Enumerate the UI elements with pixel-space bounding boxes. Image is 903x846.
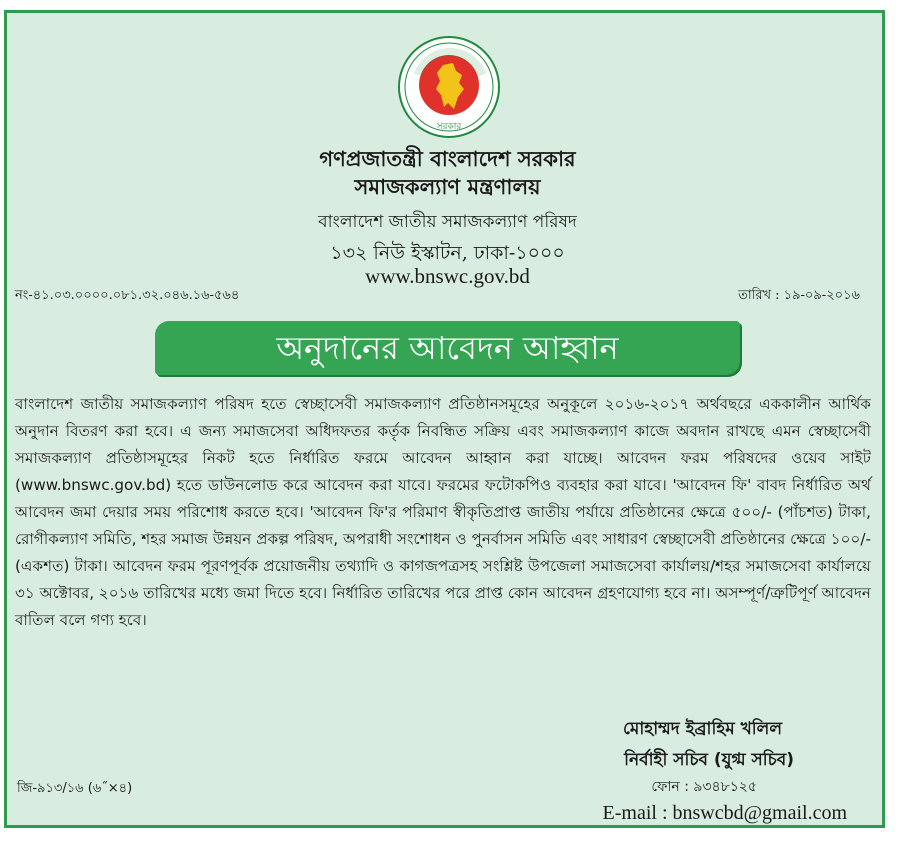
government-seal-logo bbox=[396, 35, 502, 139]
notice-date: তারিখ : ১৯-০৯-২০১৬ bbox=[738, 288, 860, 303]
office-address: ১৩২ নিউ ইস্কাটন, ঢাকা-১০০০ bbox=[330, 242, 565, 264]
council-name: বাংলাদেশ জাতীয় সমাজকল্যাণ পরিষদ bbox=[318, 212, 577, 232]
svg-text:সরকার: সরকার bbox=[436, 122, 462, 132]
reference-number: নং-৪১.০৩.০০০০.০৮১.৩২.০৪৬.১৬-৫৬৪ bbox=[15, 288, 240, 303]
signatory-name: মোহাম্মদ ইব্রাহিম খলিল bbox=[623, 719, 782, 739]
notice-frame bbox=[4, 10, 885, 828]
signatory-email[interactable]: E-mail : bnswcbd@gmail.com bbox=[602, 802, 847, 824]
ministry-name: সমাজকল্যাণ মন্ত্রণালয় bbox=[354, 174, 541, 199]
website-link[interactable]: www.bnswc.gov.bd bbox=[365, 264, 530, 288]
notice-title: অনুদানের আবেদন আহ্বান bbox=[276, 329, 619, 367]
notice-title-banner bbox=[155, 321, 740, 375]
signatory-phone: ফোন : ৯৩৪৮১২৫ bbox=[651, 779, 757, 795]
notice-body: বাংলাদেশ জাতীয় সমাজকল্যাণ পরিষদ হতে স্বেচ্ছাসেবী সমাজকল্যাণ প্রতিষ্ঠানসমূহের অনুকূলে ২০১৬-২০১৭ অর্থবছরে এককালীন আর্থিক অনুদান বিতরণ করা হবে। এ জন্য সমাজসেবা অধিদফতর কর্তৃক নিবন্ধিত সক্রিয় এবং সমাজকল্যাণ কাজে অবদান রাখছে এমন স্বেচ্ছাসেবী সমাজকল্যাণ প্রতিষ্ঠাসমূহের নিকট হতে নির্ধারিত ফরমে আবেদন আহ্বান করা যাচ্ছে। আবেদন ফরম পরিষদের ওয়েব সাইট (www.bnswc.gov.bd) হতে ডাউনলোড করে আবেদন করা যাবে। ফরমের ফটোকপিও ব্যবহার করা যাবে। 'আবেদন ফি' বাবদ নির্ধারিত অর্থ আবেদন জমা দেয়ার সময় পরিশোধ করতে হবে। 'আবেদন ফি'র পরিমাণ স্বীকৃতিপ্রাপ্ত জাতীয় পর্যায়ে প্রতিষ্ঠানের ক্ষেত্রে ৫০০/- (পাঁচশত) টাকা, রোগীকল্যাণ সমিতি, শহর সমাজ উন্নয়ন প্রকল্প পরিষদ, অপরাধী সংশোধন ও পুনর্বাসন সমিতি এবং সাধারণ স্বেচ্ছাসেবী প্রতিষ্ঠানের ক্ষেত্রে ১০০/- (একশত) টাকা। আবেদন ফরম পূরণপূর্বক প্রয়োজনীয় তথ্যাদি ও কাগজপত্রসহ সংশ্লিষ্ট উপজেলা সমাজসেবা কার্যালয়/শহর সমাজসেবা কার্যালয়ে ৩১ অক্টোবর, ২০১৬ তারিখের মধ্যে জমা দিতে হবে। নির্ধারিত তারিখের পরে প্রাপ্ত কোন আবেদন গ্রহণযোগ্য হবে না। অসম্পূর্ণ/ত্রুটিপূর্ণ আবেদন বাতিল বলে গণ্য হবে। bbox=[15, 395, 871, 629]
signatory-title: নির্বাহী সচিব (যুগ্ম সচিব) bbox=[624, 750, 794, 770]
government-name: গণপ্রজাতন্ত্রী বাংলাদেশ সরকার bbox=[319, 146, 576, 171]
gd-code: জি-৯১৩/১৬ (৬˝×৪) bbox=[17, 781, 133, 796]
